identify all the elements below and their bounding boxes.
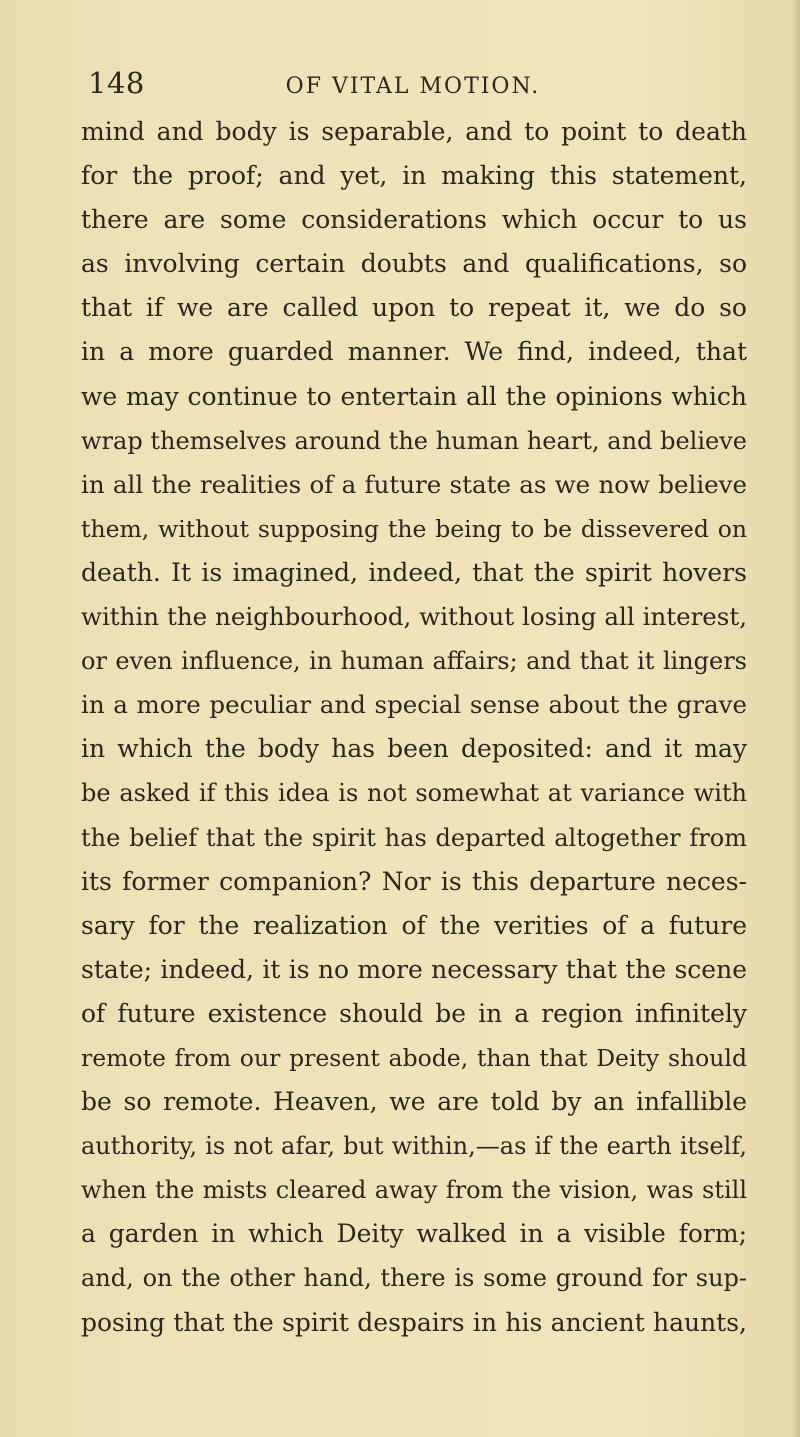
text-line: be so remote. Heaven, we are told by an infallible bbox=[81, 1087, 747, 1117]
text-line: mind and body is separable, and to point to death bbox=[81, 117, 747, 146]
text-line: them, without supposing the being to be dissevered on bbox=[81, 514, 747, 543]
text-line: as involving certain doubts and qualifications, so bbox=[81, 249, 747, 279]
running-title: OF VITAL MOTION. bbox=[285, 74, 541, 99]
text-line: a garden in which Deity walked in a visible form; bbox=[81, 1219, 747, 1249]
text-line: its former companion? Nor is this departure neces- bbox=[81, 866, 747, 896]
page-number: 148 bbox=[88, 66, 145, 100]
text-line: death. It is imagined, indeed, that the spirit hovers bbox=[81, 557, 747, 587]
text-line: within the neighbourhood, without losing all interest, bbox=[81, 602, 747, 632]
text-line: the belief that the spirit has departed altogether from bbox=[81, 823, 747, 852]
body-text bbox=[81, 110, 747, 1345]
text-line: for the proof; and yet, in making this statement, bbox=[81, 161, 747, 191]
text-line: in a more guarded manner. We find, indeed, that bbox=[81, 337, 747, 367]
text-line: remote from our present abode, than that Deity should bbox=[81, 1043, 747, 1072]
text-line: in all the realities of a future state as we now believe bbox=[81, 469, 747, 499]
text-line: we may continue to entertain all the opinions which bbox=[81, 381, 747, 411]
text-line: that if we are called upon to repeat it, we do so bbox=[81, 293, 747, 323]
text-line: state; indeed, it is no more necessary that the scene bbox=[81, 954, 747, 984]
text-line: authority, is not afar, but within,—as if the earth itself, bbox=[81, 1132, 747, 1161]
text-line: sary for the realization of the verities of a future bbox=[81, 910, 747, 940]
page-edge-shadow bbox=[792, 0, 800, 1437]
text-line: and, on the other hand, there is some ground for sup- bbox=[81, 1264, 747, 1293]
text-line: wrap themselves around the human heart, and believe bbox=[81, 426, 747, 455]
text-line: when the mists cleared away from the vision, was still bbox=[81, 1176, 747, 1205]
text-line: or even influence, in human affairs; and that it lingers bbox=[81, 647, 747, 676]
text-line: in which the body has been deposited: and it may bbox=[81, 734, 747, 764]
text-line: posing that the spirit despairs in his ancient haunts, bbox=[81, 1307, 747, 1337]
text-line: there are some considerations which occur to us bbox=[81, 205, 747, 235]
text-line: be asked if this idea is not somewhat at variance with bbox=[81, 779, 747, 808]
text-line: in a more peculiar and special sense about the grave bbox=[81, 690, 747, 720]
text-line: of future existence should be in a region infinitely bbox=[81, 998, 747, 1028]
